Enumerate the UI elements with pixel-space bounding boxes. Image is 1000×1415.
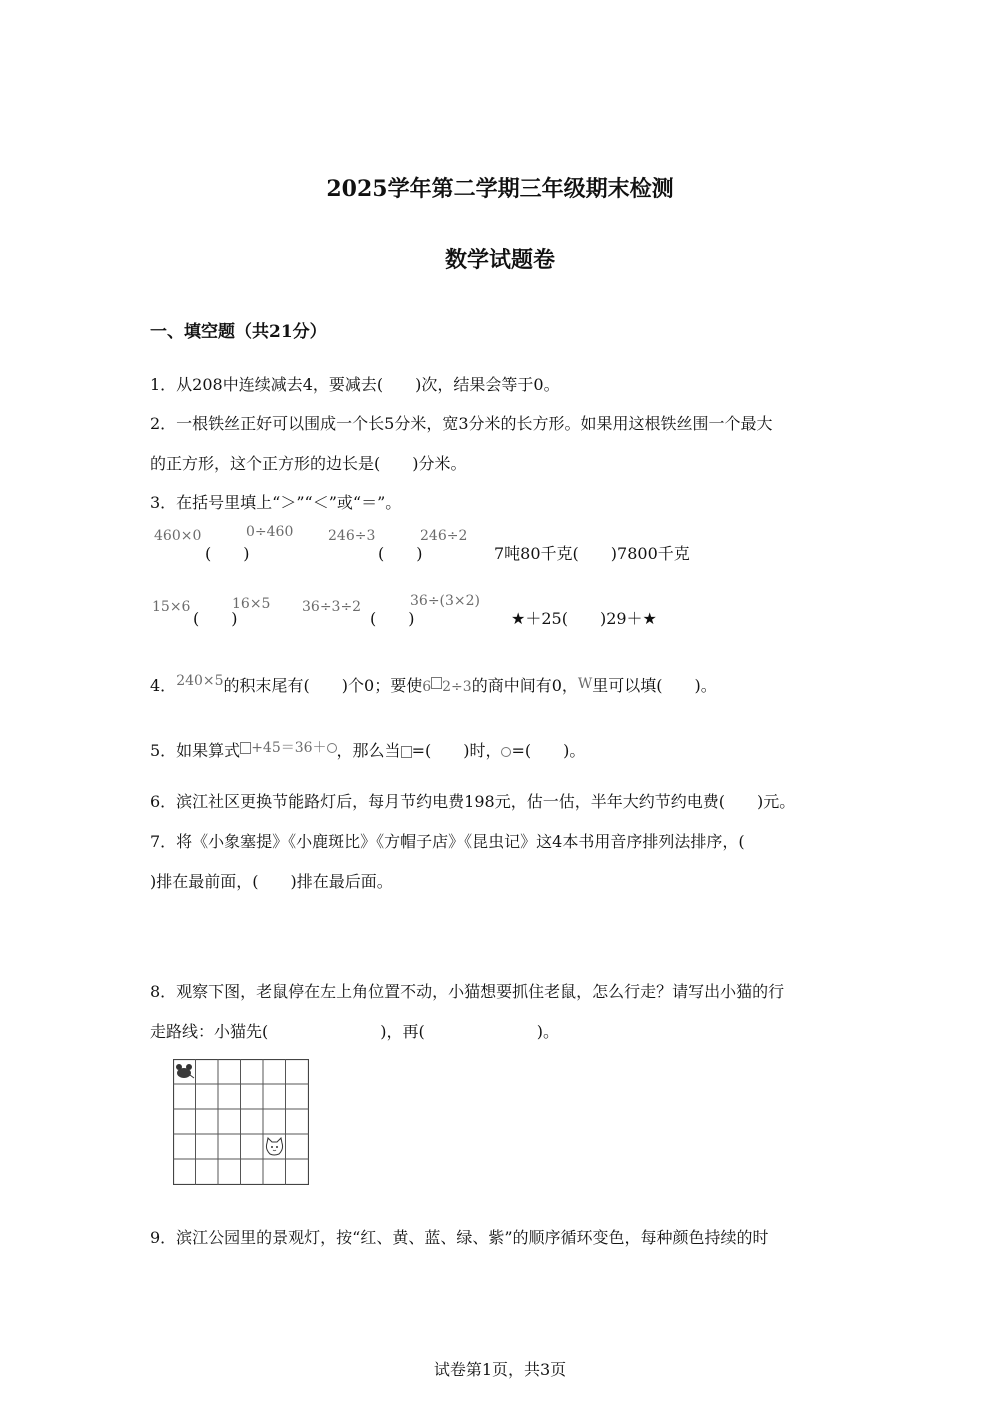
q4-expr-2-digit: 6 (422, 679, 432, 695)
q4-expr-1: 240×5 (176, 673, 224, 689)
exam-title: 2025学年第二学期三年级期末检测 (326, 176, 674, 202)
q3-r1-expr-3: 246÷3 (328, 528, 376, 544)
q3-r2-paren-1: ( ) (193, 609, 238, 628)
q3-r2-expr-3: 36÷3÷2 (302, 599, 362, 615)
q4-mid: 的积末尾有( )个0；要使 (223, 676, 423, 695)
blank-circle-icon (327, 743, 337, 753)
q3-r2-expr-4: 36÷(3×2) (410, 593, 481, 609)
question-8-line-2: 走路线：小猫先( )，再( )。 (150, 1022, 559, 1041)
q3-r1-expr-5: 7吨80千克( )7800千克 (494, 544, 690, 563)
blank-circle-icon (501, 747, 511, 757)
question-8-line-1: 8．观察下图，老鼠停在左上角位置不动，小猫想要抓住老鼠，怎么行走？请写出小猫的行 (150, 982, 785, 1001)
q3-r1-paren-1: ( ) (205, 544, 250, 563)
q4-prefix: 4． (150, 676, 177, 695)
movement-grid (173, 1059, 309, 1185)
q3-r2-expr-1: 15×6 (152, 599, 191, 615)
cat-icon (264, 1137, 285, 1157)
q3-r1-expr-1: 460×0 (154, 528, 202, 544)
question-2-line-2: 的正方形，这个正方形的边长是( )分米。 (150, 454, 467, 473)
blank-box-icon (240, 742, 251, 754)
q4-mid-2: 的商中间有0， (471, 676, 578, 695)
question-7-line-2: )排在最前面，( )排在最后面。 (150, 872, 393, 891)
exam-subtitle: 数学试题卷 (444, 247, 555, 273)
question-7-line-1: 7．将《小象塞提》《小鹿斑比》《方帽子店》《昆虫记》这4本书用音序排列法排序，( (150, 832, 745, 851)
question-3: 3．在括号里填上“＞”“＜”或“＝”。 (150, 493, 402, 512)
section-heading: 一、填空题（共21分） (150, 322, 327, 342)
question-2-line-1: 2．一根铁丝正好可以围成一个长5分米，宽3分米的长方形。如果用这根铁丝围一个最大 (150, 414, 773, 433)
q4-suffix: 里可以填( )。 (592, 676, 717, 695)
q3-r1-expr-4: 246÷2 (420, 528, 468, 544)
q5-eq: =( )时， (411, 741, 502, 760)
question-4 (150, 673, 717, 696)
q3-r2-paren-2: ( ) (370, 609, 415, 628)
q3-r2-expr-2: 16×5 (232, 596, 271, 612)
question-6: 6．滨江社区更换节能路灯后，每月节约电费198元，估一估，半年大约节约电费( )元。 (150, 792, 796, 811)
mouse-icon (175, 1063, 195, 1080)
q4-expr-2-rest: 2÷3 (442, 679, 472, 695)
blank-box-icon (431, 677, 442, 689)
q4-symbol: W (577, 676, 593, 692)
question-1: 1．从208中连续减去4，要减去( )次，结果会等于0。 (150, 375, 560, 394)
q5-eq-2: =( )。 (511, 741, 586, 760)
page-footer: 试卷第1页，共3页 (433, 1360, 567, 1379)
blank-box-icon (401, 746, 412, 758)
question-9-line-1: 9．滨江公园里的景观灯，按“红、黄、蓝、绿、紫”的顺序循环变色，每种颜色持续的时 (150, 1228, 769, 1247)
q5-mid: ，那么当 (336, 741, 401, 760)
q3-r1-expr-2: 0÷460 (246, 524, 294, 540)
q5-prefix: 5．如果算式 (150, 741, 241, 760)
q5-expr: +45＝36＋ (251, 740, 327, 756)
q3-r2-expr-5: ★＋25( )29＋★ (511, 609, 657, 628)
question-5 (150, 738, 585, 761)
q3-r1-paren-2: ( ) (378, 544, 423, 563)
